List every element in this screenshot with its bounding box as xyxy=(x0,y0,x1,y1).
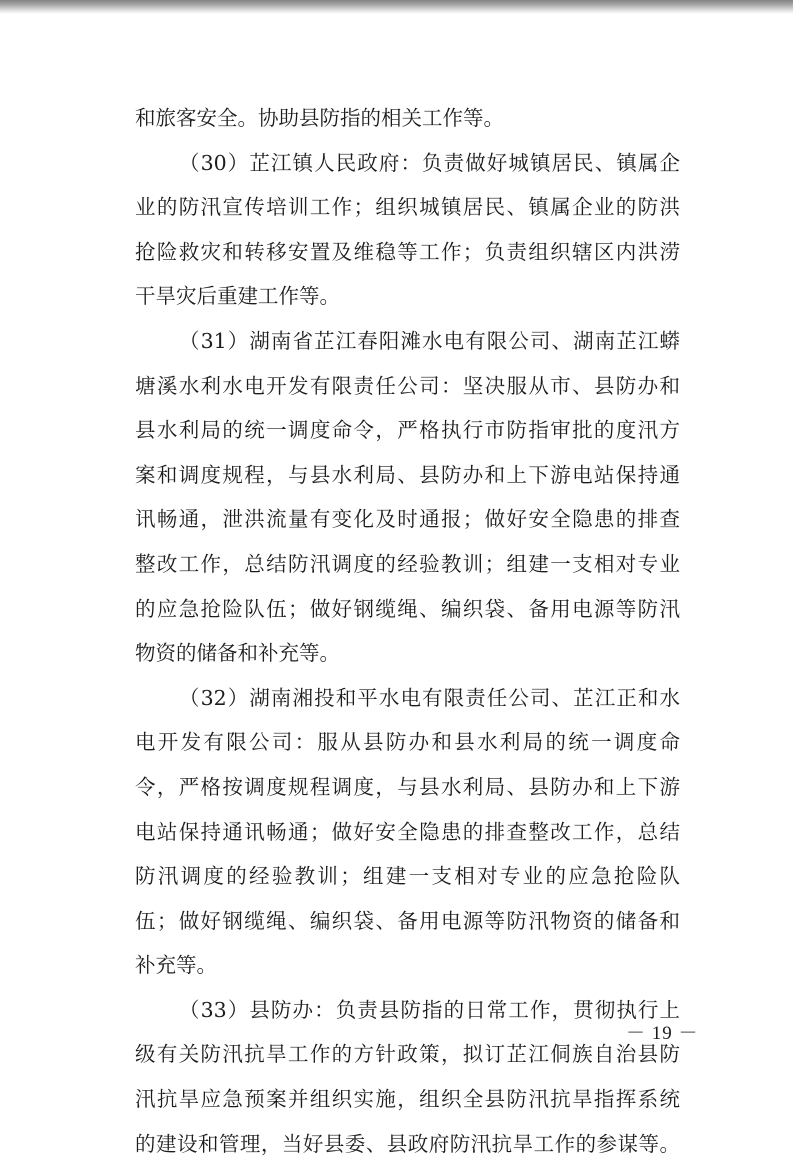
text-line: 县水利局的统一调度命令，严格执行市防指审批的度汛方 xyxy=(135,418,680,443)
text-line: 讯畅通，泄洪流量有变化及时通报；做好安全隐患的排查 xyxy=(135,507,680,532)
text-line: 和旅客安全。协助县防指的相关工作等。 xyxy=(135,106,504,130)
text-line: （33）县防办：负责县防指的日常工作，贯彻执行上 xyxy=(179,997,680,1022)
text-line: 干旱灾后重建工作等。 xyxy=(135,284,340,309)
text-line: 物资的储备和补充等。 xyxy=(135,641,340,666)
scan-edge xyxy=(0,0,793,14)
text-line: 塘溪水利水电开发有限责任公司：坚决服从市、县防办和 xyxy=(135,373,680,398)
page-number: － 19 － xyxy=(626,1023,699,1044)
text-line: （30）芷江镇人民政府：负责做好城镇居民、镇属企 xyxy=(179,150,680,175)
text-line: 电站保持通讯畅通；做好安全隐患的排查整改工作，总结 xyxy=(135,819,680,844)
text-line: 补充等。 xyxy=(135,953,217,978)
text-line: 案和调度规程，与县水利局、县防办和上下游电站保持通 xyxy=(135,462,680,487)
text-line: 汛抗旱应急预案并组织实施，组织全县防汛抗旱指挥系统 xyxy=(135,1087,680,1112)
text-line: 伍；做好钢缆绳、编织袋、备用电源等防汛物资的储备和 xyxy=(135,908,680,933)
document-body xyxy=(135,96,680,1166)
text-line: （32）湖南湘投和平水电有限责任公司、芷江正和水 xyxy=(179,685,680,710)
text-line: 整改工作，总结防汛调度的经验教训；组建一支相对专业 xyxy=(135,551,680,576)
text-line: 抢险救灾和转移安置及维稳等工作；负责组织辖区内洪涝 xyxy=(135,239,680,264)
text-line: 电开发有限公司：服从县防办和县水利局的统一调度命 xyxy=(135,730,680,755)
text-line: 级有关防汛抗旱工作的方针政策，拟订芷江侗族自治县防 xyxy=(135,1042,680,1067)
text-line: 业的防汛宣传培训工作；组织城镇居民、镇属企业的防洪 xyxy=(135,195,680,220)
text-line: 防汛调度的经验教训；组建一支相对专业的应急抢险队 xyxy=(135,864,680,889)
text-line: （31）湖南省芷江春阳滩水电有限公司、湖南芷江蟒 xyxy=(179,328,680,353)
text-line: 的建设和管理，当好县委、县政府防汛抗旱工作的参谋等。 xyxy=(135,1131,680,1156)
text-line: 的应急抢险队伍；做好钢缆绳、编织袋、备用电源等防汛 xyxy=(135,596,680,621)
text-line: 令，严格按调度规程调度，与县水利局、县防办和上下游 xyxy=(135,774,680,799)
